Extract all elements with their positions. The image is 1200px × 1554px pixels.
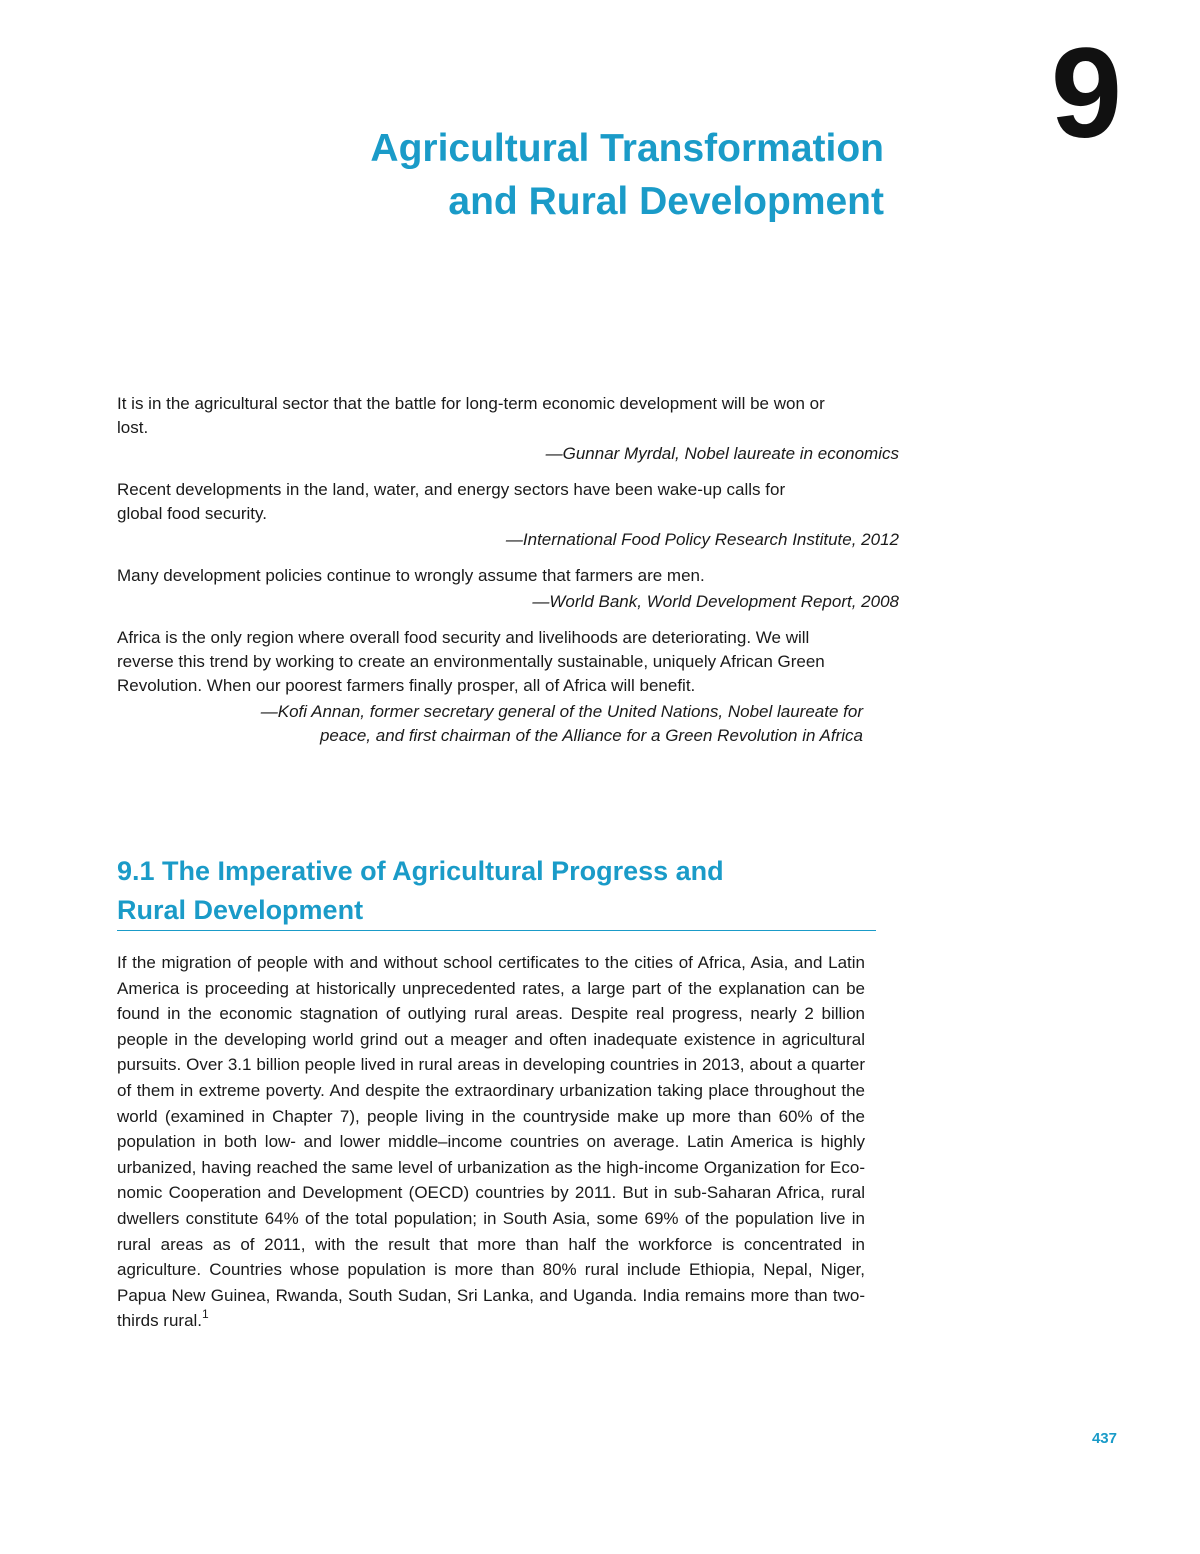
epigraph-attribution-line-1: —Kofi Annan, former secretary general of the United Nations, Nobel laureate for	[260, 702, 863, 721]
epigraph-world-bank	[117, 564, 899, 614]
chapter-title-line-1: Agricultural Transformation	[370, 127, 884, 170]
chapter-title	[370, 122, 884, 228]
body-paragraph-text: If the migration of people with and without school certificates to the cities of Africa, Asia, and Latin America is proceeding at historically unprecedented rates, a large part of the explanation can be found in the economic stagnation of outlying rural areas. Despite real progress, nearly 2 billion people in the developing world grind out a meager and often inadequate existence in agricultural pursuits. Over 3.1 billion people lived in rural areas in developing countries in 2013, about a quarter of them in extreme poverty. And despite the extraordinary urbanization taking place throughout the world (examined in Chapter 7), people living in the countryside make up more than 60% of the population in both low- and lower middle–income countries on average. Latin America is highly urbanized, having reached the same level of urbanization as the high-income Organization for Eco-nomic Cooperation and Development (OECD) countries by 2011. But in sub-Saharan Africa, rural dwellers constitute 64% of the total population; in South Asia, some 69% of the population live in rural areas as of 2011, with the result that more than half the workforce is concentrated in agriculture. Countries whose population is more than 80% rural include Ethiopia, Nepal, Niger, Papua New Guinea, Rwanda, South Sudan, Sri Lanka, and Uganda. India remains more than two-thirds rural.	[117, 953, 865, 1331]
section-heading-line-1: 9.1 The Imperative of Agricultural Progress and	[117, 856, 724, 886]
epigraph-quote: It is in the agricultural sector that the battle for long-term economic development will be won or lost.	[117, 394, 825, 437]
chapter-number: 9	[1050, 22, 1122, 165]
footnote-marker[interactable]: 1	[202, 1306, 209, 1321]
chapter-title-line-2: and Rural Development	[448, 180, 884, 223]
body-paragraph	[117, 950, 865, 1334]
epigraph-attribution-line-2: peace, and first chairman of the Alliance for a Green Revolution in Africa	[319, 726, 863, 745]
epigraph-attribution: —International Food Policy Research Institute, 2012	[505, 530, 899, 549]
epigraph-quote: Recent developments in the land, water, and energy sectors have been wake-up calls for global food security.	[117, 480, 786, 523]
epigraph-myrdal	[117, 392, 899, 466]
section-heading-line-2: Rural Development	[117, 895, 364, 925]
epigraph-attribution: —World Bank, World Development Report, 2008	[532, 592, 899, 611]
section-heading	[117, 852, 876, 931]
epigraphs	[117, 392, 899, 760]
epigraph-attribution: —Gunnar Myrdal, Nobel laureate in economics	[545, 444, 899, 463]
page-number: 437	[1091, 1430, 1117, 1447]
epigraph-ifpri	[117, 478, 899, 552]
epigraph-quote: Many development policies continue to wrongly assume that farmers are men.	[117, 566, 705, 585]
epigraph-quote: Africa is the only region where overall food security and livelihoods are deteriorating. We will reverse this trend by working to create an environmentally sustainable, uniquely African Green Revolution. When our poorest farmers finally prosper, all of Africa will benefit.	[117, 628, 825, 695]
epigraph-annan	[117, 626, 899, 748]
